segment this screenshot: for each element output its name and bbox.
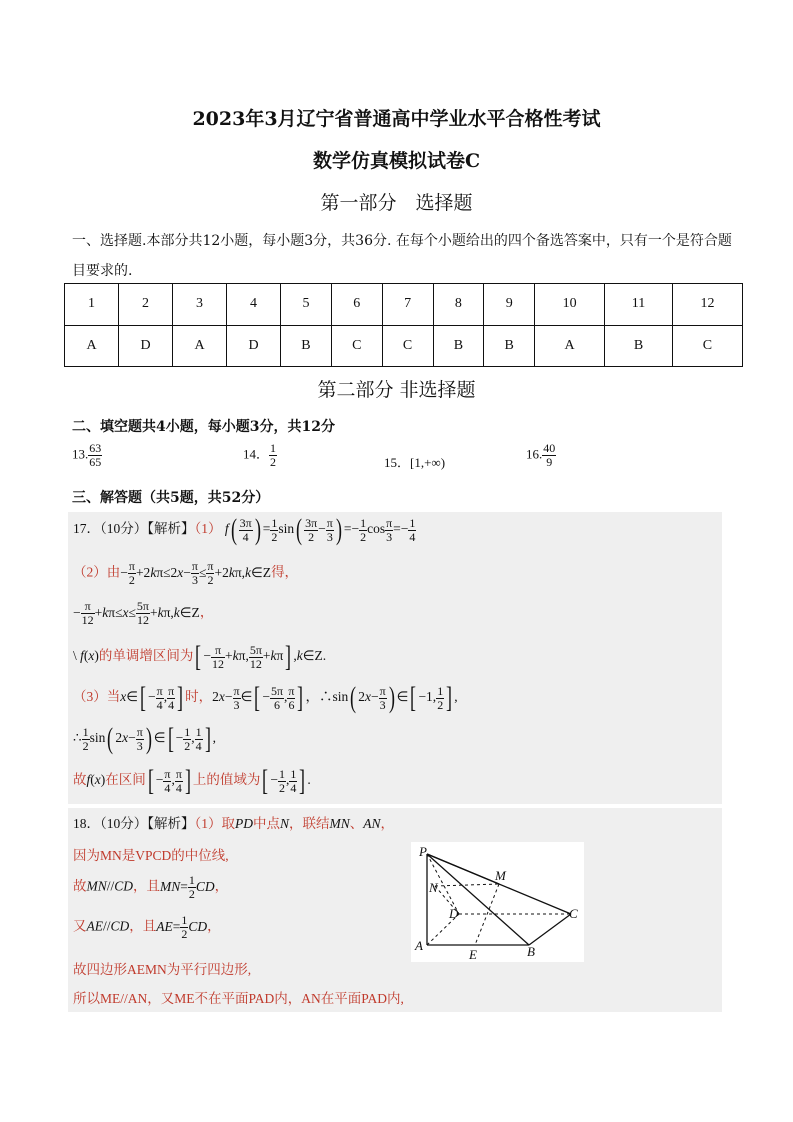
answer-table-number-cell: 6 (331, 284, 382, 326)
answer-table-number-cell: 8 (433, 284, 484, 326)
q15-label: 15． (384, 455, 411, 470)
part2-heading: 第二部分 非选择题 (317, 379, 476, 401)
q18-line1: 18．（10分）【解析】（1）取PD中点N，联结MN、AN， (73, 816, 395, 831)
answer-table-answer-cell: B (605, 325, 673, 367)
answer-table-answer-cell: B (433, 325, 484, 367)
pyramid-diagram (411, 842, 584, 962)
answer-q14 (243, 442, 277, 469)
label-E: E (469, 947, 477, 962)
q18-line6: 所以ME//AN，又ME不在平面PAD内，AN在平面PAD内, (73, 991, 404, 1006)
answer-table-answer-cell: A (65, 325, 119, 367)
answer-table-answer-cell: A (535, 325, 605, 367)
solution-heading: 三、解答题（共5题，共52分） (72, 490, 270, 506)
q18-line5: 故四边形AEMN为平行四边形, (73, 962, 252, 977)
answer-table-number-cell: 10 (535, 284, 605, 326)
q17-line7: 故f(x)在区间[ − $\frac{\pi}{4}$ , $\frac{\pi}{4}$ ] 上的值域为[ − $\frac{1}{2}$ , $\frac{1}{4}$ ] . (73, 764, 311, 797)
q18-line2: 因为MN是VPCD的中位线, (73, 848, 229, 863)
label-D: D (449, 906, 459, 921)
answer-table-number-cell: 3 (173, 284, 227, 326)
fill-blank-heading: 二、填空题共4小题，每小题3分，共12分 (72, 419, 335, 435)
q16-fraction: $\frac{40}{9}$ (543, 441, 556, 469)
q14-label: 14． (243, 446, 270, 462)
answer-table-number-cell: 7 (382, 284, 433, 326)
label-B: B (527, 944, 535, 959)
q13-fraction: $\frac{63}{65}$ (89, 441, 102, 469)
q17-line1: 17．（10分）【解析】（1） f( $\frac{3\pi}{4}$ ) = $\frac{1}{2}$ sin( $\frac{3\pi}{2}$ − $\frac{\pi}{3}$ ) =− $\frac{1}{2}$ cos $\frac{\pi}{3}$ =− $\frac{1}{4}$ (73, 513, 416, 546)
q18-line4: 又AE//CD，且AE= $\frac{1}{2}$ CD， (73, 913, 221, 941)
answer-table-number-cell: 5 (281, 284, 332, 326)
answer-table-number-cell: 2 (119, 284, 173, 326)
answer-table-answer-row (65, 325, 743, 367)
answer-table-number-cell: 11 (605, 284, 673, 326)
answer-table-number-row (65, 284, 743, 326)
answer-table-number-cell: 9 (484, 284, 535, 326)
answer-table-answer-cell: B (484, 325, 535, 367)
q17-line3: − $\frac{\pi}{12}$ +kπ≤x≤ $\frac{5\pi}{12}$ +kπ,k∈Z， (73, 599, 214, 627)
label-P: P (419, 844, 427, 859)
answer-table-number-cell: 4 (227, 284, 281, 326)
label-M: M (495, 868, 506, 883)
answer-q16 (526, 442, 556, 469)
q16-label: 16. (526, 446, 543, 462)
answer-table-answer-cell: A (173, 325, 227, 367)
answer-table-answer-cell: C (331, 325, 382, 367)
label-C: C (569, 906, 578, 921)
pyramid-figure (411, 842, 584, 962)
exam-subtitle: 数学仿真模拟试卷C (312, 150, 481, 172)
q18-solution-block (68, 808, 722, 1012)
q17-line6: ∴ $\frac{1}{2}$ sin( 2x− $\frac{\pi}{3}$ ) ∈[ − $\frac{1}{2}$ , $\frac{1}{4}$ ] , (73, 722, 216, 755)
answer-table-number-cell: 12 (672, 284, 742, 326)
answer-q15 (384, 452, 445, 471)
label-A: A (415, 938, 423, 953)
answer-q13 (72, 442, 102, 469)
q14-fraction: $\frac{1}{2}$ (270, 441, 277, 469)
q18-line3: 故MN//CD，且MN= $\frac{1}{2}$ CD， (73, 873, 229, 901)
q17-line5: （3）当x∈[ − $\frac{\pi}{4}$ , $\frac{\pi}{4}$ ] 时，2x− $\frac{\pi}{3}$ ∈[ − $\frac{5\pi}{6}$ , $\frac{\pi}{6}$ ] ，∴sin( 2x− $\frac{\pi}{3}$ ) ∈[ −1, $\frac{1}{2}$ ] , (73, 681, 458, 714)
answer-table-answer-cell: D (227, 325, 281, 367)
answer-table (64, 283, 743, 367)
answer-table-answer-cell: C (672, 325, 742, 367)
label-N: N (429, 880, 438, 895)
exam-title: 2023年3月辽宁省普通高中学业水平合格性考试 (192, 108, 601, 130)
answer-table-answer-cell: B (281, 325, 332, 367)
part1-heading: 第一部分 选择题 (320, 192, 473, 214)
q17-line2: （2）由− $\frac{\pi}{2}$ +2kπ≤2x− $\frac{\pi}{3}$ ≤ $\frac{\pi}{2}$ +2kπ,k∈Z得， (73, 559, 299, 587)
answer-table-answer-cell: C (382, 325, 433, 367)
part1-intro: 一、选择题.本部分共12小题，每小题3分，共36分. 在每个小题给出的四个备选答案中，只有一个是符合题目要求的. (72, 233, 732, 279)
q13-label: 13. (72, 446, 89, 462)
q17-line4: \ f(x)的单调增区间为[ − $\frac{\pi}{12}$ +kπ, $\frac{5\pi}{12}$ +kπ] ,k∈Z. (73, 640, 327, 673)
q15-value: [1,+∞) (410, 455, 446, 470)
answer-table-number-cell: 1 (65, 284, 119, 326)
answer-table-answer-cell: D (119, 325, 173, 367)
